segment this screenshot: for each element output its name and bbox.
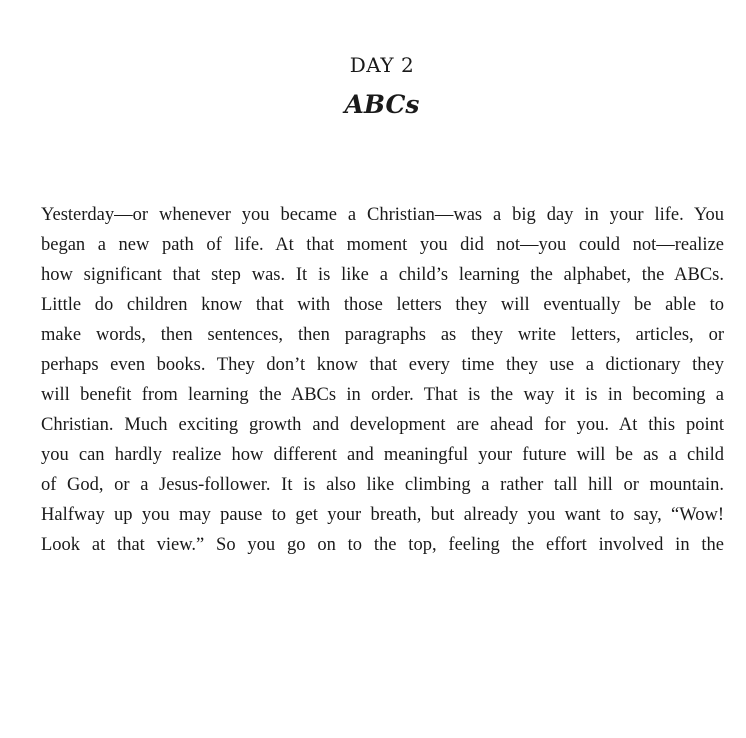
text-line: how significant that step was. It is like a child’s learning the alphabet, the ABCs. (41, 265, 724, 285)
text-line: began a new path of life. At that moment you did not—you could not—realize (41, 235, 724, 255)
text-line: perhaps even books. They don’t know that every time they use a dictionary they (41, 355, 724, 375)
body-paragraph (41, 200, 724, 560)
chapter-label: DAY 2 (349, 53, 415, 77)
chapter-title: ABCs (344, 90, 420, 119)
text-line: you can hardly realize how different and meaningful your future will be as a child (41, 445, 724, 465)
text-line: make words, then sentences, then paragraphs as they write letters, articles, or (41, 325, 724, 345)
text-line: Christian. Much exciting growth and development are ahead for you. At this point (41, 415, 724, 435)
text-line: Look at that view.” So you go on to the top, feeling the effort involved in the (41, 535, 724, 555)
text-line: will benefit from learning the ABCs in order. That is the way it is in becoming a (41, 385, 724, 405)
text-line: Halfway up you may pause to get your breath, but already you want to say, “Wow! (41, 505, 724, 525)
text-line: of God, or a Jesus-follower. It is also like climbing a rather tall hill or mountain. (41, 475, 724, 495)
text-line: Little do children know that with those letters they will eventually be able to (41, 295, 724, 315)
text-line: Yesterday—or whenever you became a Christian—was a big day in your life. You (41, 205, 724, 225)
